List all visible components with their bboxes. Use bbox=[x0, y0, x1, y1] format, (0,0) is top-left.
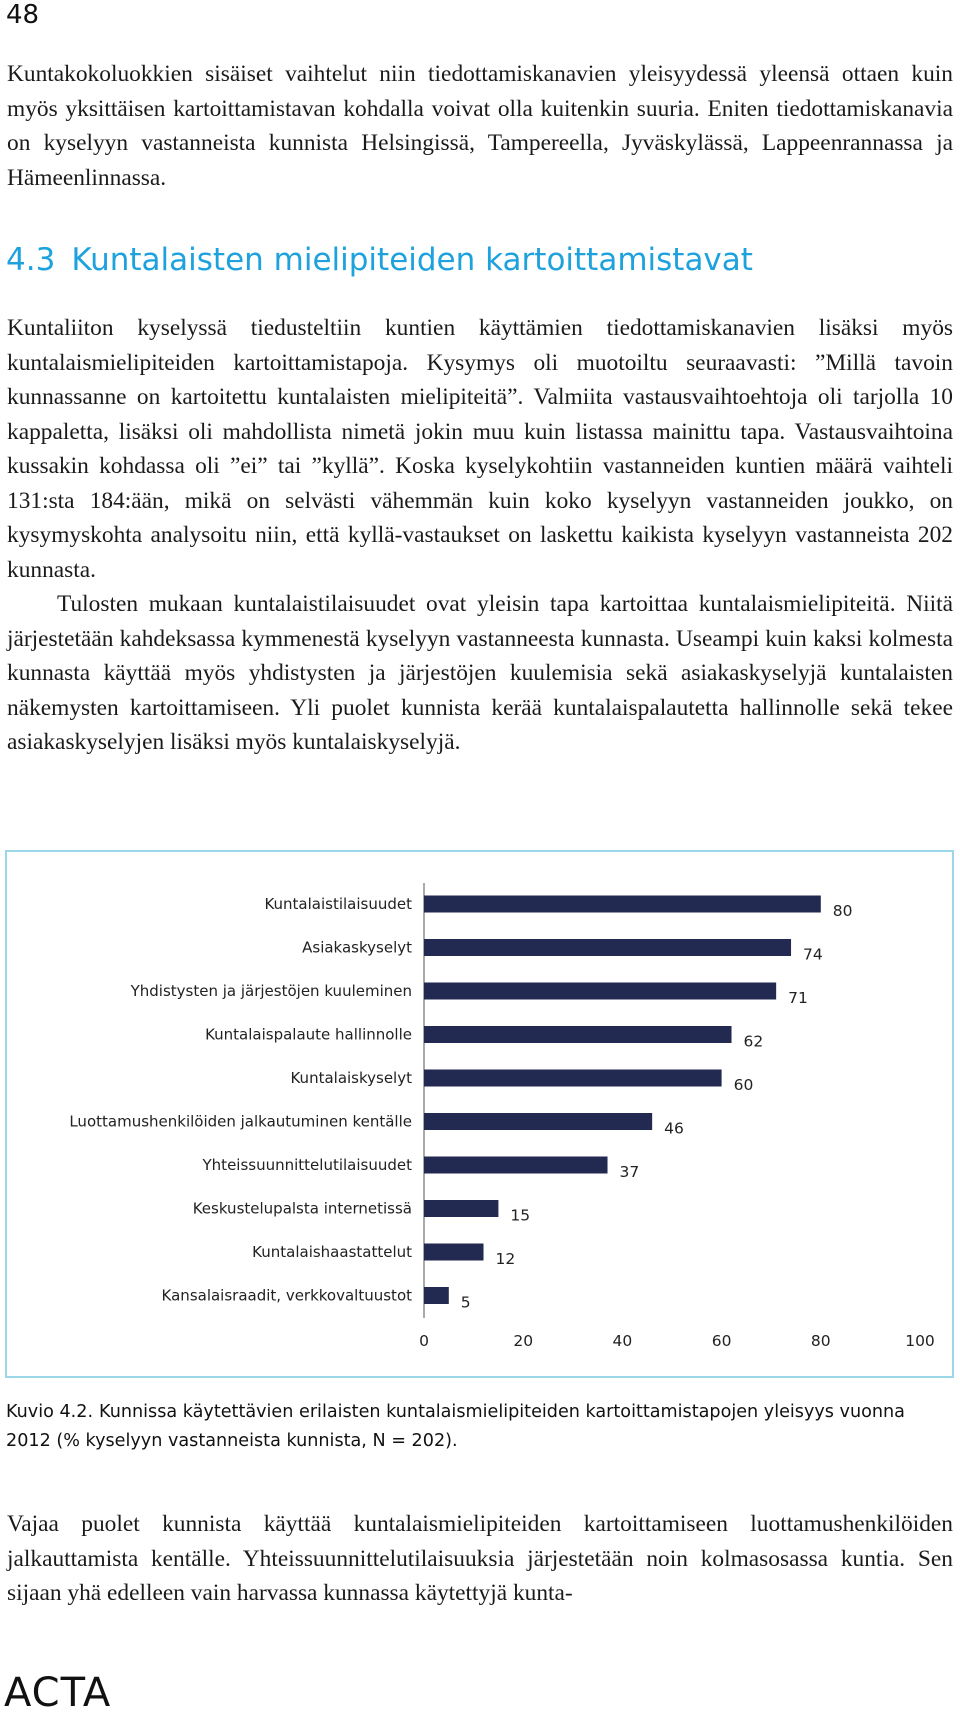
caption-text: Kunnissa käytettävien erilaisten kuntalaismielipiteiden kartoittamistapojen yleisyys vuonna 2012 (% kyselyyn vastanneista kunnista, N = 202). bbox=[6, 1402, 905, 1451]
paragraph-results: Tulosten mukaan kuntalaistilaisuudet ovat yleisin tapa kartoittaa kuntalaismielipiteitä. Niitä järjestetään kahdeksassa kymmenestä kyselyyn vastanneesta kunnasta. Useampi kuin kaksi kolmesta kunnasta käyttää myös yhdistysten ja järjestöjen kuulemisia sekä asiakaskyselyjä kuntalaisten näkemysten kartoittamiseen. Yli puolet kunnista kerää kuntalaispalautetta hallinnolle sekä tekee asiakaskyselyjen lisäksi myös kuntalaiskyselyjä. bbox=[7, 591, 953, 755]
section-heading bbox=[6, 242, 753, 278]
caption-label: Kuvio 4.2. bbox=[6, 1402, 94, 1422]
x-tick-label: 40 bbox=[612, 1332, 633, 1350]
paragraph-intro: Kuntakokoluokkien sisäiset vaihtelut niin tiedottamiskanavien yleisyydessä yleensä ottaen kuin myös yksittäisen kartoittamistavan kohdalla voivat olla kuitenkin suuria. Eniten tiedottamiskanavia on kyselyyn vastanneista kunnista Helsingissä, Tampereella, Jyväskylässä, Lappeenrannassa ja Hämeenlinnassa. bbox=[7, 61, 953, 191]
x-tick-label: 80 bbox=[810, 1332, 831, 1350]
bar bbox=[424, 1026, 732, 1043]
bar bbox=[424, 1157, 608, 1174]
paragraph-continuation: Vajaa puolet kunnista käyttää kuntalaismielipiteiden kartoittamiseen luottamushenkilöiden jalkauttamista kentälle. Yhteissuunnittelutilaisuuksia järjestetään noin kolmasosassa kuntia. Sen sijaan yhä edelleen vain harvassa kunnassa käytettyjä kunta- bbox=[7, 1511, 953, 1606]
section-number: 4.3 bbox=[6, 242, 56, 278]
data-label: 71 bbox=[788, 989, 808, 1007]
category-label: Keskustelupalsta internetissä bbox=[192, 1199, 412, 1218]
x-tick-label: 0 bbox=[419, 1332, 429, 1350]
bar bbox=[424, 983, 776, 1000]
data-label: 5 bbox=[460, 1293, 471, 1312]
acta-logo: ACTA bbox=[4, 1670, 112, 1716]
category-label: Yhdistysten ja järjestöjen kuuleminen bbox=[130, 982, 412, 1000]
category-label: Luottamushenkilöiden jalkautuminen kentälle bbox=[69, 1112, 412, 1131]
data-label: 74 bbox=[803, 945, 823, 964]
category-label: Asiakaskyselyt bbox=[302, 938, 412, 957]
data-label: 37 bbox=[619, 1163, 640, 1181]
bar bbox=[424, 1244, 484, 1261]
category-label: Kuntalaiskyselyt bbox=[290, 1069, 412, 1087]
x-tick-label: 20 bbox=[513, 1332, 534, 1350]
data-label: 15 bbox=[510, 1206, 531, 1225]
category-label: Kuntalaishaastattelut bbox=[252, 1243, 412, 1261]
bar bbox=[424, 1113, 652, 1130]
category-label: Kuntalaispalaute hallinnolle bbox=[205, 1025, 412, 1044]
bar bbox=[424, 1287, 449, 1304]
data-label: 60 bbox=[733, 1076, 754, 1094]
bar-chart bbox=[7, 852, 956, 1380]
category-label: Yhteissuunnittelutilaisuudet bbox=[202, 1156, 412, 1174]
page-number: 48 bbox=[6, 0, 40, 30]
section-title: Kuntalaisten mielipiteiden kartoittamistavat bbox=[71, 242, 753, 278]
bar bbox=[424, 939, 791, 956]
bar bbox=[424, 1200, 498, 1217]
bar bbox=[424, 1070, 722, 1087]
category-label: Kansalaisraadit, verkkovaltuustot bbox=[161, 1286, 412, 1305]
data-label: 80 bbox=[832, 902, 853, 920]
data-label: 46 bbox=[664, 1119, 684, 1138]
data-label: 62 bbox=[743, 1032, 764, 1051]
category-label: Kuntalaistilaisuudet bbox=[264, 895, 412, 913]
figure-caption bbox=[6, 1398, 954, 1456]
data-label: 12 bbox=[495, 1250, 516, 1268]
x-tick-label: 100 bbox=[905, 1332, 935, 1350]
bar bbox=[424, 896, 821, 913]
paragraph-survey-method: Kuntaliiton kyselyssä tiedusteltiin kuntien käyttämien tiedottamiskanavien lisäksi myös kuntalaismielipiteiden kartoittamistapoja. Kysymys oli muotoiltu seuraavasti: ”Millä tavoin kunnassanne on kartoitettu kuntalaisten mielipiteitä”. Valmiita vastausvaihtoehtoja oli tarjolla 10 kappaletta, lisäksi oli mahdollista nimetä jokin muu kuin listassa mainittu tapa. Vastausvaihtoina kussakin kohdassa oli ”ei” tai ”kyllä”. Koska kyselykohtiin vastanneiden kuntien määrä vaihteli 131:sta 184:ään, mikä on selvästi vähemmän kuin koko kyselyyn vastanneiden joukko, on kysymyskohta analysoitu niin, että kyllä-vastaukset on laskettu kaikista kyselyyn vastanneista 202 kunnasta. bbox=[7, 315, 953, 583]
x-tick-label: 60 bbox=[711, 1332, 732, 1350]
chart-frame bbox=[5, 850, 954, 1378]
